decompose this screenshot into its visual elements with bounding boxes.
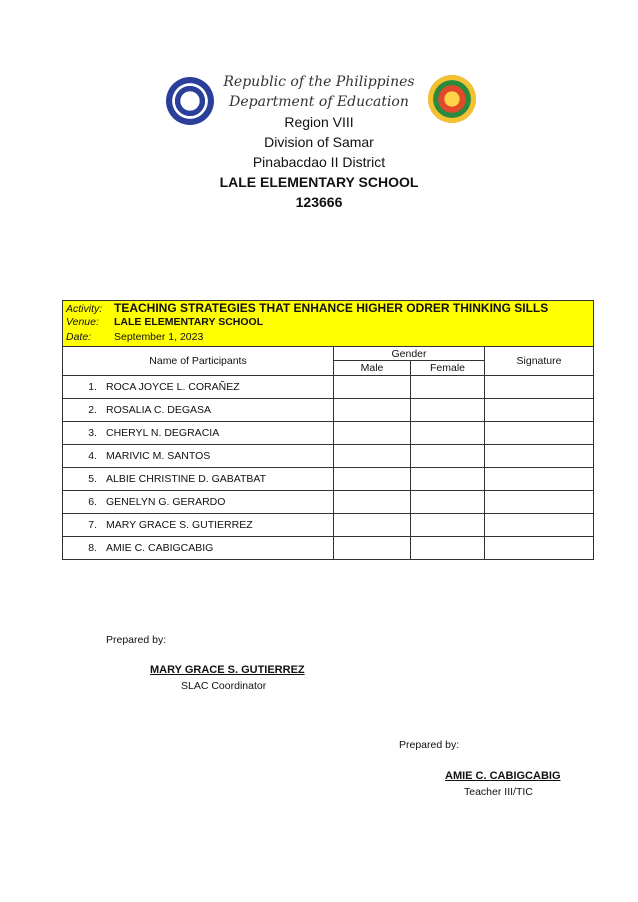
participant-number: 3. (88, 427, 97, 439)
activity-line (63, 301, 593, 316)
district-line: Pinabacdao II District (252, 154, 386, 170)
male-cell (334, 468, 411, 491)
coordinator-name: MARY GRACE S. GUTIERREZ (150, 664, 305, 676)
signature-cell (485, 491, 594, 514)
table-row (63, 422, 594, 445)
venue-line (63, 316, 593, 331)
division-line: Division of Samar (264, 134, 374, 150)
male-cell (334, 491, 411, 514)
male-cell (334, 376, 411, 399)
participant-number: 1. (88, 381, 97, 393)
republic-line: Republic of the Philippines (223, 74, 415, 90)
date-line (63, 331, 593, 346)
participant-name: MARIVIC M. SANTOS (106, 450, 211, 462)
activity-label: Activity: (66, 303, 103, 315)
table-row (63, 537, 594, 560)
male-cell (334, 514, 411, 537)
female-cell (411, 376, 485, 399)
female-cell (411, 468, 485, 491)
participant-name-cell (63, 445, 334, 468)
venue-label: Venue: (66, 316, 99, 328)
prepared-by-label-1: Prepared by: (106, 634, 167, 646)
region-line: Region VIII (284, 114, 354, 130)
participant-name: MARY GRACE S. GUTIERREZ (106, 519, 253, 531)
participant-rows (63, 376, 594, 560)
participant-name-cell (63, 514, 334, 537)
table-row (63, 376, 594, 399)
female-cell (411, 514, 485, 537)
col-male-header: Male (334, 361, 411, 376)
department-line: Department of Education (229, 94, 409, 110)
male-cell (334, 445, 411, 468)
col-signature-header: Signature (485, 347, 594, 376)
event-info (63, 301, 594, 347)
signature-cell (485, 422, 594, 445)
participant-number: 4. (88, 450, 97, 462)
participant-name-cell (63, 468, 334, 491)
head-teacher-name: AMIE C. CABIGCABIG (445, 770, 561, 782)
venue-value: LALE ELEMENTARY SCHOOL (114, 316, 264, 328)
female-cell (411, 537, 485, 560)
signature-cell (485, 468, 594, 491)
participant-name-cell (63, 491, 334, 514)
male-cell (334, 537, 411, 560)
signature-cell (485, 445, 594, 468)
participant-name: AMIE C. CABIGCABIG (106, 542, 214, 554)
female-cell (411, 445, 485, 468)
participant-number: 5. (88, 473, 97, 485)
table-row (63, 399, 594, 422)
table-row (63, 445, 594, 468)
participant-number: 7. (88, 519, 97, 531)
school-id: 123666 (295, 194, 343, 210)
head-teacher-title: Teacher III/TIC (464, 786, 533, 798)
signature-cell (485, 399, 594, 422)
school-name: LALE ELEMENTARY SCHOOL (219, 174, 419, 190)
activity-value: TEACHING STRATEGIES THAT ENHANCE HIGHER ODRER THINKING SILLS (114, 301, 549, 315)
date-value: September 1, 2023 (114, 331, 204, 343)
participant-name: ALBIE CHRISTINE D. GABATBAT (106, 473, 267, 485)
signature-cell (485, 376, 594, 399)
participant-name: ROSALIA C. DEGASA (106, 404, 212, 416)
participant-name-cell (63, 399, 334, 422)
participant-number: 6. (88, 496, 97, 508)
table-row (63, 514, 594, 537)
col-name-header: Name of Participants (63, 347, 334, 376)
document-header (0, 72, 638, 212)
signature-cell (485, 537, 594, 560)
col-female-header: Female (411, 361, 485, 376)
male-cell (334, 422, 411, 445)
participant-name-cell (63, 537, 334, 560)
female-cell (411, 422, 485, 445)
participant-name: GENELYN G. GERARDO (106, 496, 226, 508)
participant-name: CHERYL N. DEGRACIA (106, 427, 220, 439)
male-cell (334, 399, 411, 422)
female-cell (411, 399, 485, 422)
participant-number: 2. (88, 404, 97, 416)
table-row (63, 468, 594, 491)
col-gender-header: Gender (334, 347, 485, 361)
participant-number: 8. (88, 542, 97, 554)
date-label: Date: (66, 331, 92, 343)
participant-name-cell (63, 376, 334, 399)
prepared-by-label-2: Prepared by: (399, 739, 460, 751)
attendance-table (62, 300, 594, 560)
participant-name-cell (63, 422, 334, 445)
coordinator-title: SLAC Coordinator (181, 680, 267, 692)
participant-name: ROCA JOYCE L. CORAÑEZ (106, 381, 240, 393)
female-cell (411, 491, 485, 514)
signature-cell (485, 514, 594, 537)
table-row (63, 491, 594, 514)
